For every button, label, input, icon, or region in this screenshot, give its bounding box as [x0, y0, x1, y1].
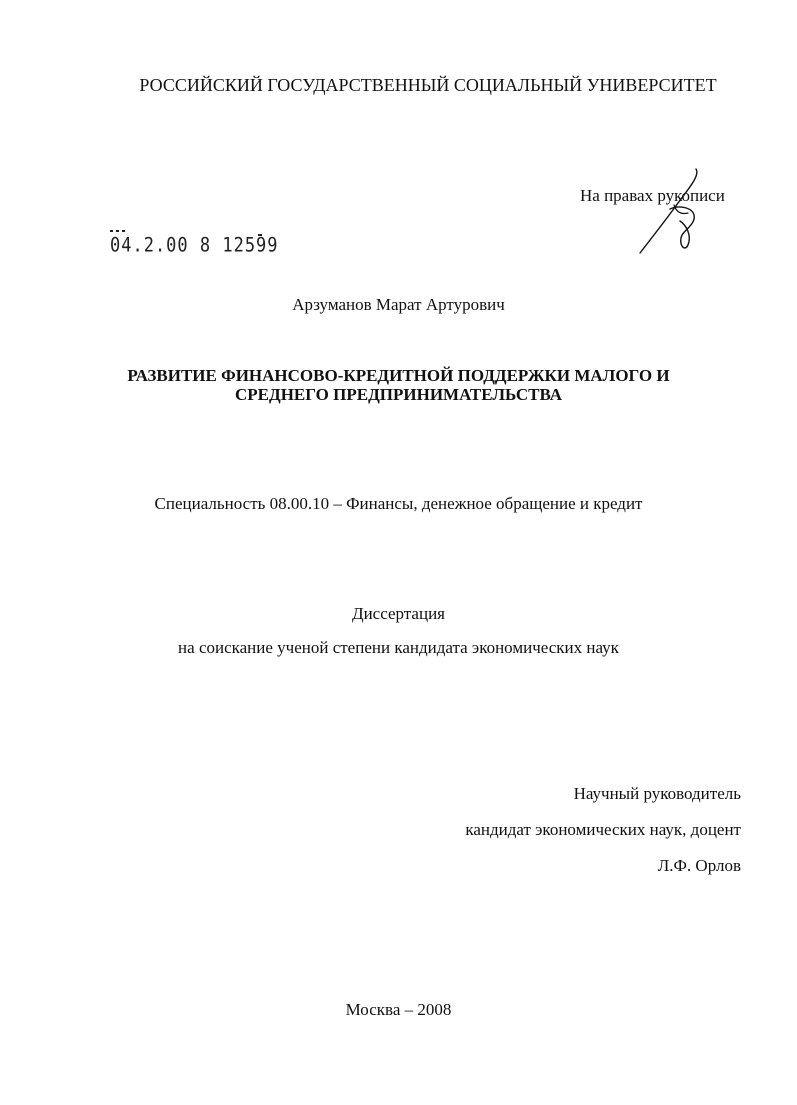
city-year: Москва – 2008	[345, 1000, 452, 1019]
dissertation-title-line-1: РАЗВИТИЕ ФИНАНСОВО-КРЕДИТНОЙ ПОДДЕРЖКИ МАЛОГО И	[127, 366, 670, 385]
work-type: Диссертация	[351, 604, 445, 623]
supervisor-role: Научный руководитель	[573, 784, 741, 803]
archive-stamp-number: 04.2.00 8 12599	[110, 234, 279, 257]
handwritten-signature	[630, 165, 710, 260]
university-name: РОССИЙСКИЙ ГОСУДАРСТВЕННЫЙ СОЦИАЛЬНЫЙ УНИВЕРСИТЕТ	[139, 75, 717, 95]
dissertation-title-line-2: СРЕДНЕГО ПРЕДПРИНИМАТЕЛЬСТВА	[235, 385, 562, 404]
manuscript-note: На правах рукописи	[580, 186, 725, 205]
supervisor-name: Л.Ф. Орлов	[657, 856, 741, 875]
supervisor-credentials: кандидат экономических наук, доцент	[465, 820, 741, 839]
degree-line: на соискание ученой степени кандидата экономических наук	[178, 638, 619, 657]
speciality: Специальность 08.00.10 – Финансы, денежное обращение и кредит	[154, 494, 643, 513]
author-name: Арзуманов Марат Артурович	[292, 295, 505, 314]
